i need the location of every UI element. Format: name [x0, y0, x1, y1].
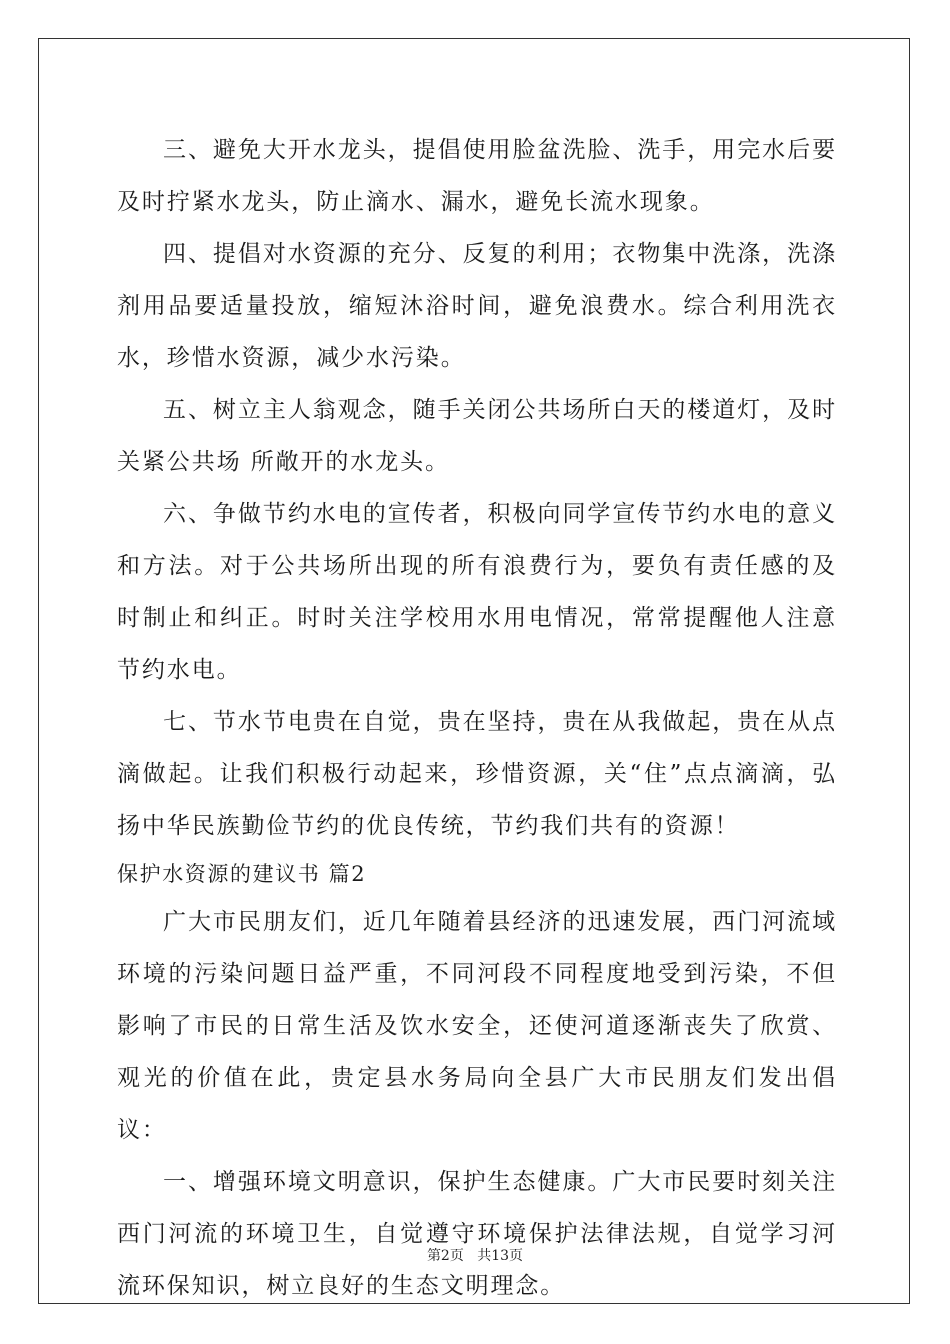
page-total: 共13页 — [477, 1248, 524, 1264]
paragraph-item-five: 五、树立主人翁观念，随手关闭公共场所白天的楼道灯，及时关紧公共场 所敞开的水龙头。 — [117, 397, 837, 475]
paragraph-item-one: 一、增强环境文明意识，保护生态健康。广大市民要时刻关注西门河流的环境卫生，自觉遵守环境保护法律法规，自觉学习河流环保知识，树立良好的生态文明理念。 — [117, 1169, 837, 1299]
paragraph-item-seven: 七、节水节电贵在自觉，贵在坚持，贵在从我做起，贵在从点滴做起。让我们积极行动起来，珍惜资源，关“住”点点滴滴，弘扬中华民族勤俭节约的优良传统，节约我们共有的资源！ — [117, 709, 837, 839]
paragraph-item-four: 四、提倡对水资源的充分、反复的利用；衣物集中洗涤，洗涤剂用品要适量投放，缩短沐浴时间，避免浪费水。综合利用洗衣水，珍惜水资源，减少水污染。 — [117, 241, 837, 371]
document-body — [117, 124, 837, 1312]
page-number: 第2页 — [426, 1248, 464, 1264]
paragraph-item-six: 六、争做节约水电的宣传者，积极向同学宣传节约水电的意义和方法。对于公共场所出现的所有浪费行为，要负有责任感的及时制止和纠正。时时关注学校用水用电情况，常常提醒他人注意节约水电。 — [117, 501, 837, 683]
paragraph-intro: 广大市民朋友们，近几年随着县经济的迅速发展，西门河流域环境的污染问题日益严重，不同河段不同程度地受到污染，不但影响了市民的日常生活及饮水安全，还使河道逐渐丧失了欣赏、观光的价值在此，贵定县水务局向全县广大市民朋友们发出倡议： — [117, 909, 837, 1143]
section-heading: 保护水资源的建议书 篇2 — [117, 862, 367, 886]
page-footer — [0, 1246, 950, 1266]
paragraph-item-three: 三、避免大开水龙头，提倡使用脸盆洗脸、洗手，用完水后要及时拧紧水龙头，防止滴水、漏水，避免长流水现象。 — [117, 137, 837, 215]
